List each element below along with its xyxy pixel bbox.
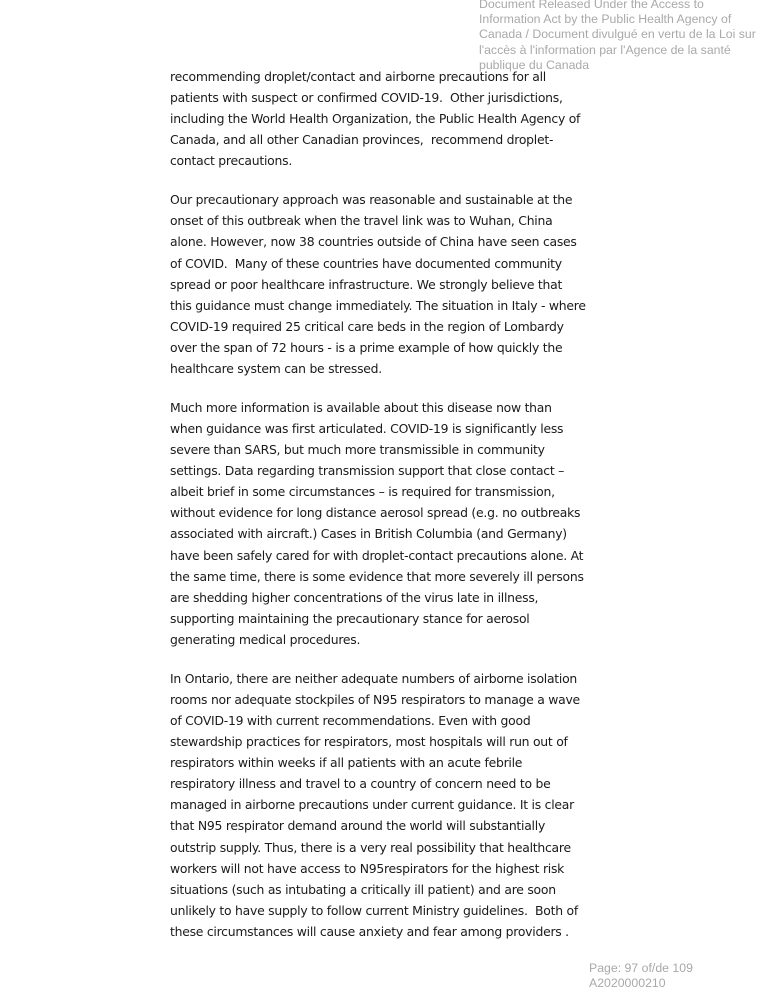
document-body [170, 66, 610, 960]
paragraph-line: In Ontario, there are neither adequate numbers of airborne isolation [170, 670, 578, 686]
paragraph-line: rooms nor adequate stockpiles of N95 respirators to manage a wave [170, 691, 580, 707]
paragraph-line: healthcare system can be stressed. [170, 361, 382, 377]
watermark-line: Information Act by the Public Health Agency of [479, 12, 732, 27]
paragraph-line: these circumstances will cause anxiety and fear among providers . [170, 923, 569, 939]
page-number: Page: 97 of/de 109 [589, 961, 693, 975]
paragraph-line: including the World Health Organization, the Public Health Agency of [170, 111, 581, 127]
paragraph-line: contact precautions. [170, 153, 293, 169]
paragraph-line: are shedding higher concentrations of the virus late in illness, [170, 589, 539, 605]
paragraph [170, 66, 610, 171]
paragraph-line: situations (such as intubating a critically ill patient) and are soon [170, 881, 556, 897]
paragraph-line: outstrip supply. Thus, there is a very real possibility that healthcare [170, 839, 571, 855]
paragraph-line: that N95 respirator demand around the world will substantially [170, 818, 546, 834]
paragraph-line: have been safely cared for with droplet-contact precautions alone. At [170, 547, 584, 563]
watermark-line: publique du Canada [479, 57, 590, 72]
paragraph-line: recommending droplet/contact and airborne precautions for all [170, 69, 546, 84]
paragraph-line: onset of this outbreak when the travel link was to Wuhan, China [170, 213, 553, 229]
paragraph-line: over the span of 72 hours - is a prime example of how quickly the [170, 339, 563, 355]
paragraph-line: settings. Data regarding transmission support that close contact – [170, 463, 565, 479]
watermark-line: Document Released Under the Access to [479, 0, 704, 11]
paragraph-line: supporting maintaining the precautionary stance for aerosol [170, 610, 530, 626]
paragraph [170, 668, 610, 942]
paragraph-line: Our precautionary approach was reasonable and sustainable at the [170, 192, 573, 208]
paragraph-line: respirators within weeks if all patients with an acute febrile [170, 755, 523, 771]
paragraph-line: associated with aircraft.) Cases in British Columbia (and Germany) [170, 526, 567, 542]
paragraph-line: Canada, and all other Canadian provinces, recommend droplet- [170, 132, 554, 148]
paragraph-line: unlikely to have supply to follow current Ministry guidelines. Both of [170, 902, 578, 918]
watermark-line: l'accès à l'information par l'Agence de la santé [479, 42, 731, 57]
access-to-information-watermark [479, 0, 776, 73]
paragraph-line: spread or poor healthcare infrastructure. We strongly believe that [170, 276, 563, 292]
paragraph-line: when guidance was first articulated. COVID-19 is significantly less [170, 421, 564, 436]
paragraph-line: COVID-19 required 25 critical care beds in the region of Lombardy [170, 318, 564, 334]
paragraph [170, 397, 610, 650]
paragraph-line: Much more information is available about this disease now than [170, 399, 552, 415]
document-id: A2020000210 [589, 976, 666, 990]
paragraph-line: albeit brief in some circumstances – is required for transmission, [170, 484, 555, 500]
paragraph-line: alone. However, now 38 countries outside of China have seen cases [170, 234, 577, 250]
paragraph [170, 189, 610, 379]
paragraph-line: this guidance must change immediately. The situation in Italy - where [170, 297, 586, 313]
paragraph-line: of COVID. Many of these countries have documented community [170, 255, 562, 271]
paragraph-line: severe than SARS, but much more transmissible in community [170, 442, 545, 458]
paragraph-line: patients with suspect or confirmed COVID-19. Other jurisdictions, [170, 90, 563, 106]
paragraph-line: the same time, there is some evidence that more severely ill persons [170, 568, 584, 584]
page-footer [589, 961, 693, 991]
watermark-line: Canada / Document divulgué en vertu de la Loi sur [479, 27, 756, 42]
paragraph-line: workers will not have access to N95respirators for the highest risk [170, 860, 565, 876]
paragraph-line: stewardship practices for respirators, most hospitals will run out of [170, 734, 568, 750]
paragraph-line: respiratory illness and travel to a country of concern need to be [170, 776, 551, 792]
paragraph-line: of COVID-19 with current recommendations. Even with good [170, 713, 531, 729]
paragraph-line: without evidence for long distance aerosol spread (e.g. no outbreaks [170, 505, 581, 521]
paragraph-line: generating medical procedures. [170, 631, 361, 647]
paragraph-line: managed in airborne precautions under current guidance. It is clear [170, 797, 574, 813]
